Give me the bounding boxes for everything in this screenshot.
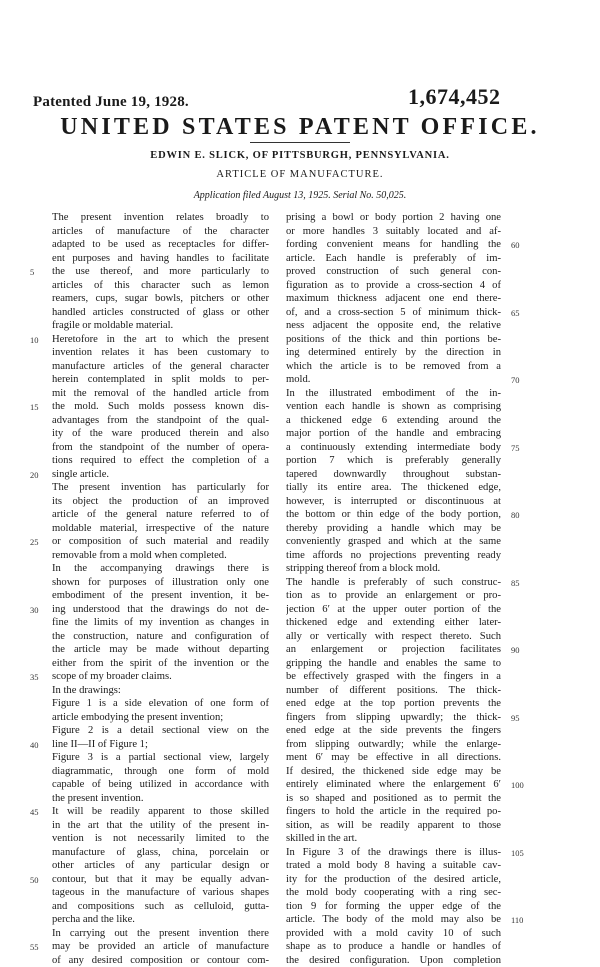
text-line: Heretofore in the art to which the present xyxy=(52,333,269,347)
text-line: single article. xyxy=(52,468,269,482)
text-line: article. Each handle is preferably of im- xyxy=(286,252,501,266)
text-line: of any desired composition or contour com- xyxy=(52,954,269,967)
text-line: the present invention. xyxy=(52,792,269,806)
article-title: ARTICLE OF MANUFACTURE. xyxy=(0,169,600,180)
text-line: from the standpoint of the number of opera- xyxy=(52,441,269,455)
text-line: the article may be made without departing xyxy=(52,643,269,657)
text-line: a thickened edge 6 extending around the xyxy=(286,414,501,428)
line-number: 60 xyxy=(511,240,520,250)
text-line: an enlargement or projection facilitates xyxy=(286,643,501,657)
line-number: 100 xyxy=(511,780,524,790)
text-line: gripping the handle and enables the same to xyxy=(286,657,501,671)
line-number: 95 xyxy=(511,713,520,723)
text-line: adapted to be used as receptacles for differ- xyxy=(52,238,269,252)
text-line: the bottom or thin edge of the body portion, xyxy=(286,508,501,522)
text-line: tion as to provide an enlargement or pro- xyxy=(286,589,501,603)
text-line: mold. xyxy=(286,373,501,387)
text-line: number of different positions. The thick- xyxy=(286,684,501,698)
text-line: ened edge at the top portion prevents the xyxy=(286,697,501,711)
line-number: 90 xyxy=(511,645,520,655)
text-line: stripping thereof from a block mold. xyxy=(286,562,501,576)
text-line: or more handles 3 suitably located and af- xyxy=(286,225,501,239)
text-line: entirely eliminated where the enlargement 6′ xyxy=(286,778,501,792)
text-line: the construction, nature and configuration of xyxy=(52,630,269,644)
text-line: thickened edge and extending either later- xyxy=(286,616,501,630)
text-line: shown for purposes of illustration only one xyxy=(52,576,269,590)
text-line: either from the spirit of the invention or the xyxy=(52,657,269,671)
text-line: its object the production of an improved xyxy=(52,495,269,509)
text-line: fine the limits of my invention as changes in xyxy=(52,616,269,630)
text-line: It will be readily apparent to those skilled xyxy=(52,805,269,819)
patent-number: 1,674,452 xyxy=(408,84,501,110)
text-line: vention each handle is shown as comprising xyxy=(286,400,501,414)
left-column xyxy=(52,211,269,967)
text-line: from slipping outwardly; while the enlarge- xyxy=(286,738,501,752)
line-number: 40 xyxy=(30,740,39,750)
text-line: be effectively grasped with the fingers in a xyxy=(286,670,501,684)
text-line: ally or vertically with respect thereto. Such xyxy=(286,630,501,644)
text-line: line II—II of Figure 1; xyxy=(52,738,269,752)
text-line: maximum thickness adjacent one end there- xyxy=(286,292,501,306)
text-line: shape as to produce a handle or handles of xyxy=(286,940,501,954)
line-number: 70 xyxy=(511,375,520,385)
text-line: percha and the like. xyxy=(52,913,269,927)
text-line: article. The body of the mold may also be xyxy=(286,913,501,927)
text-line: a continuously extending intermediate body xyxy=(286,441,501,455)
text-line: Figure 1 is a side elevation of one form of xyxy=(52,697,269,711)
text-line: articles of this character such as lemon xyxy=(52,279,269,293)
text-line: In the illustrated embodiment of the in- xyxy=(286,387,501,401)
text-line: fragile or moldable material. xyxy=(52,319,269,333)
application-line: Application filed August 13, 1925. Serial No. 50,025. xyxy=(0,190,600,201)
text-line: tapered downwardly throughout substan- xyxy=(286,468,501,482)
text-line: capable of being utilized in accordance with xyxy=(52,778,269,792)
line-number: 50 xyxy=(30,875,39,885)
patented-date: Patented June 19, 1928. xyxy=(33,94,189,111)
text-line: ent purposes and having handles to facilitate xyxy=(52,252,269,266)
text-line: however, is interrupted or discontinuous at xyxy=(286,495,501,509)
text-line: articles of manufacture of the character xyxy=(52,225,269,239)
text-line: major portion of the handle and embracing xyxy=(286,427,501,441)
text-line: manufacture of glass, china, porcelain or xyxy=(52,846,269,860)
text-line: figuration as to provide a cross-section 4 of xyxy=(286,279,501,293)
text-line: the mold. Such molds possess known dis- xyxy=(52,400,269,414)
text-line: ity for the production of the desired article, xyxy=(286,873,501,887)
text-line: The present invention relates broadly to xyxy=(52,211,269,225)
line-number: 15 xyxy=(30,402,39,412)
text-line: fingers to hold the article in the required po- xyxy=(286,805,501,819)
line-number: 10 xyxy=(30,335,39,345)
text-line: embodiment of the present invention, it be- xyxy=(52,589,269,603)
text-line: ing determined entirely by the direction in xyxy=(286,346,501,360)
text-line: time affords no projections preventing ready xyxy=(286,549,501,563)
text-line: scope of my broader claims. xyxy=(52,670,269,684)
text-line: If desired, the thickened side edge may be xyxy=(286,765,501,779)
text-line: contour, but that it may be equally advan- xyxy=(52,873,269,887)
text-line: is so shaped and positioned as to permit the xyxy=(286,792,501,806)
text-line: In carrying out the present invention there xyxy=(52,927,269,941)
line-number: 5 xyxy=(30,267,34,277)
text-line: portion 7 which is preferably generally xyxy=(286,454,501,468)
text-line: manufacture articles of the general character xyxy=(52,360,269,374)
text-line: which the article is to be removed from a xyxy=(286,360,501,374)
inventor-line: EDWIN E. SLICK, OF PITTSBURGH, PENNSYLVANIA. xyxy=(0,150,600,161)
text-line: handled articles constructed of glass or other xyxy=(52,306,269,320)
text-line: of, and a cross-section 5 of minimum thick- xyxy=(286,306,501,320)
text-line: invention relates it has been customary to xyxy=(52,346,269,360)
text-line: prising a bowl or body portion 2 having one xyxy=(286,211,501,225)
line-number: 20 xyxy=(30,470,39,480)
line-number: 80 xyxy=(511,510,520,520)
text-line: tially its entire area. The thickened edge, xyxy=(286,481,501,495)
line-number: 110 xyxy=(511,915,523,925)
line-number: 75 xyxy=(511,443,520,453)
line-number: 35 xyxy=(30,672,39,682)
line-number: 105 xyxy=(511,848,524,858)
text-line: ing understood that the drawings do not de- xyxy=(52,603,269,617)
text-line: skilled in the art. xyxy=(286,832,501,846)
text-line: conveniently grasped and which at the same xyxy=(286,535,501,549)
text-line: ment 6′ may be effective in all directions. xyxy=(286,751,501,765)
text-line: The handle is preferably of such construc- xyxy=(286,576,501,590)
text-line: tions required to effect the completion of a xyxy=(52,454,269,468)
title-rule xyxy=(250,142,350,143)
text-line: article embodying the present invention; xyxy=(52,711,269,725)
text-line: reamers, cups, sugar bowls, pitchers or other xyxy=(52,292,269,306)
text-line: provided with a mold cavity 10 of such xyxy=(286,927,501,941)
text-line: may be provided an article of manufacture xyxy=(52,940,269,954)
text-line: In the accompanying drawings there is xyxy=(52,562,269,576)
text-line: The present invention has particularly for xyxy=(52,481,269,495)
line-number: 45 xyxy=(30,807,39,817)
text-line: ity of the ware produced therein and also xyxy=(52,427,269,441)
text-line: tion 9 for forming the upper edge of the xyxy=(286,900,501,914)
text-line: ness adjacent the opposite end, the relative xyxy=(286,319,501,333)
text-line: ened edge at the side prevents the fingers xyxy=(286,724,501,738)
text-line: removable from a mold when completed. xyxy=(52,549,269,563)
line-number: 55 xyxy=(30,942,39,952)
text-line: and compositions such as celluloid, gutta- xyxy=(52,900,269,914)
text-line: or composition of such material and readily xyxy=(52,535,269,549)
right-column xyxy=(286,211,501,967)
text-line: thereby providing a handle which may be xyxy=(286,522,501,536)
text-line: other articles of any particular design or xyxy=(52,859,269,873)
text-line: the mold body cooperating with a ring sec- xyxy=(286,886,501,900)
text-line: Figure 2 is a detail sectional view on the xyxy=(52,724,269,738)
office-title: UNITED STATES PATENT OFFICE. xyxy=(0,114,600,141)
line-number: 30 xyxy=(30,605,39,615)
text-line: tageous in the manufacture of various shapes xyxy=(52,886,269,900)
text-line: Figure 3 is a partial sectional view, largely xyxy=(52,751,269,765)
text-line: advantages from the standpoint of the qual- xyxy=(52,414,269,428)
text-line: the desired configuration. Upon completion xyxy=(286,954,501,967)
text-line: jection 6′ at the upper outer portion of the xyxy=(286,603,501,617)
text-line: vention is not necessarily limited to the xyxy=(52,832,269,846)
text-line: sition, as will be readily apparent to those xyxy=(286,819,501,833)
text-line: positions of the thick and thin portions be- xyxy=(286,333,501,347)
text-line: fording convenient means for handling the xyxy=(286,238,501,252)
line-number: 85 xyxy=(511,578,520,588)
text-line: mit the removal of the handled article from xyxy=(52,387,269,401)
line-number: 25 xyxy=(30,537,39,547)
text-line: In the drawings: xyxy=(52,684,269,698)
line-number: 65 xyxy=(511,308,520,318)
text-line: diagrammatic, through one form of mold xyxy=(52,765,269,779)
text-line: proved construction of such general con- xyxy=(286,265,501,279)
text-line: fingers from slipping upwardly; the thick- xyxy=(286,711,501,725)
text-line: article of the general nature referred to of xyxy=(52,508,269,522)
text-line: herein contemplated in split molds to per- xyxy=(52,373,269,387)
text-line: the use thereof, and more particularly to xyxy=(52,265,269,279)
text-line: in the art that the utility of the present in- xyxy=(52,819,269,833)
text-line: In Figure 3 of the drawings there is illus- xyxy=(286,846,501,860)
text-line: trated a mold body 8 having a suitable cav- xyxy=(286,859,501,873)
text-line: moldable material, irrespective of the nature xyxy=(52,522,269,536)
